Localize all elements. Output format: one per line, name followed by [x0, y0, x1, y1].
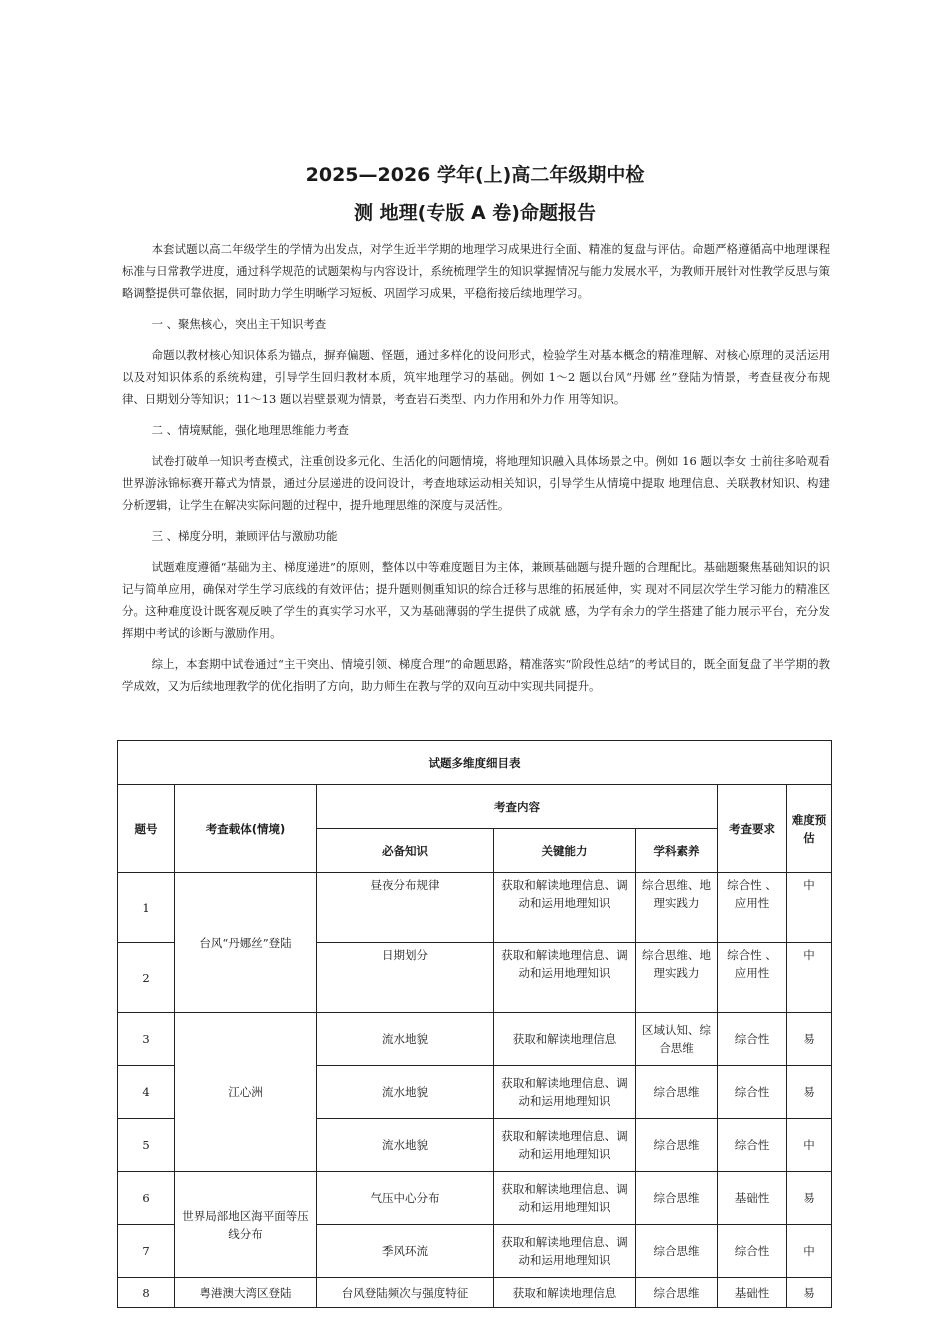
cell-number: 6: [118, 1172, 175, 1225]
cell-ability: 获取和解读地理信息、调动和运用地理知识: [494, 1066, 636, 1119]
cell-literacy: 综合思维、地理实践力: [636, 943, 718, 1013]
cell-knowledge: 台风登陆频次与强度特征: [317, 1278, 494, 1308]
cell-ability: 获取和解读地理信息、调动和运用地理知识: [494, 943, 636, 1013]
section-heading-3: 三 、梯度分明，兼顾评估与激励功能: [151, 529, 338, 543]
cell-difficulty: 易: [787, 1013, 832, 1066]
cell-difficulty: 中: [787, 873, 832, 943]
cell-number: 4: [118, 1066, 175, 1119]
cell-requirement: 基础性: [718, 1172, 787, 1225]
cell-ability: 获取和解读地理信息、调动和运用地理知识: [494, 873, 636, 943]
table-row: [118, 873, 832, 943]
section-paragraph-3: 试题难度遵循“基础为主、梯度递进”的原则，整体以中等难度题目为主体，兼顾基础题与提升题的合理配比。基础题聚焦基础知识的识记与简单应用，确保对学生学习底线的有效评估；提升题则侧重知识的综合迁移与思维的拓展延伸，实 现对不同层次学生学习能力的精准区分。这种难度设计既客观反映了学生的真实学习水平，又为基础薄弱的学生提供了成就 感，为学有余力的学生搭建了能力展示平台，充分发挥期中考试的诊断与激励作用。: [122, 560, 830, 640]
table-row: [118, 1278, 832, 1308]
cell-requirement: 综合性 、 应用性: [718, 943, 787, 1013]
cell-literacy: 综合思维: [636, 1278, 718, 1308]
report-title-line-2: 测 地理(专版 A 卷)命题报告: [354, 202, 596, 224]
cell-number: 7: [118, 1225, 175, 1278]
header-ability: 关键能力: [494, 829, 636, 873]
cell-difficulty: 中: [787, 1119, 832, 1172]
cell-ability: 获取和解读地理信息、调动和运用地理知识: [494, 1119, 636, 1172]
cell-carrier: 粤港澳大湾区登陆: [175, 1278, 317, 1308]
header-literacy: 学科素养: [636, 829, 718, 873]
section-paragraph-2: 试卷打破单一知识考查模式，注重创设多元化、生活化的问题情境，将地理知识融入具体场景之中。例如 16 题以李女 士前往多哈观看世界游泳锦标赛开幕式为情景，通过分层递进的设问设计，考查地球运动相关知识，引导学生从情境中提取 地理信息、关联教材知识、构建分析逻辑，让学生在解决实际问题的过程中，提升地理思维的深度与灵活性。: [122, 454, 830, 512]
cell-difficulty: 中: [787, 1225, 832, 1278]
cell-knowledge: 气压中心分布: [317, 1172, 494, 1225]
cell-ability: 获取和解读地理信息: [494, 1013, 636, 1066]
item-specification-table: [117, 740, 832, 1308]
cell-requirement: 综合性 、 应用性: [718, 873, 787, 943]
cell-knowledge: 流水地貌: [317, 1013, 494, 1066]
cell-knowledge: 流水地貌: [317, 1119, 494, 1172]
cell-ability: 获取和解读地理信息、调动和运用地理知识: [494, 1225, 636, 1278]
cell-difficulty: 易: [787, 1278, 832, 1308]
header-knowledge: 必备知识: [317, 829, 494, 873]
header-number: 题号: [118, 785, 175, 873]
cell-number: 2: [118, 943, 175, 1013]
cell-number: 5: [118, 1119, 175, 1172]
cell-difficulty: 易: [787, 1172, 832, 1225]
table-row: [118, 1172, 832, 1225]
cell-carrier: 江心洲: [175, 1013, 317, 1172]
cell-ability: 获取和解读地理信息、调动和运用地理知识: [494, 1172, 636, 1225]
cell-number: 1: [118, 873, 175, 943]
cell-requirement: 综合性: [718, 1225, 787, 1278]
cell-requirement: 综合性: [718, 1066, 787, 1119]
cell-literacy: 区域认知、综合思维: [636, 1013, 718, 1066]
section-paragraph-1: 命题以教材核心知识体系为锚点，摒弃偏题、怪题，通过多样化的设问形式，检验学生对基本概念的精准理解、对核心原理的灵活运用以及对知识体系的系统构建，引导学生回归教材本质，筑牢地理学习的基础。例如 1～2 题以台风“丹娜 丝”登陆为情景，考查昼夜分布规律、日期划分等知识；11～13 题以岩壁景观为情景，考查岩石类型、内力作用和外力作 用等知识。: [122, 348, 830, 406]
table-caption: 试题多维度细目表: [118, 741, 832, 785]
cell-carrier: 台风“丹娜丝”登陆: [175, 873, 317, 1013]
cell-requirement: 综合性: [718, 1013, 787, 1066]
cell-requirement: 综合性: [718, 1119, 787, 1172]
cell-number: 3: [118, 1013, 175, 1066]
cell-knowledge: 季风环流: [317, 1225, 494, 1278]
cell-literacy: 综合思维: [636, 1066, 718, 1119]
header-requirement: 考查要求: [718, 785, 787, 873]
cell-requirement: 基础性: [718, 1278, 787, 1308]
section-heading-2: 二 、情境赋能，强化地理思维能力考查: [151, 423, 349, 437]
cell-knowledge: 昼夜分布规律: [317, 873, 494, 943]
table-row: [118, 1013, 832, 1066]
cell-number: 8: [118, 1278, 175, 1308]
cell-literacy: 综合思维: [636, 1225, 718, 1278]
cell-knowledge: 日期划分: [317, 943, 494, 1013]
cell-difficulty: 易: [787, 1066, 832, 1119]
report-title-line-1: 2025—2026 学年(上)高二年级期中检: [305, 164, 645, 186]
section-heading-1: 一 、聚焦核心，突出主干知识考查: [151, 317, 327, 331]
cell-ability: 获取和解读地理信息: [494, 1278, 636, 1308]
cell-literacy: 综合思维、地理实践力: [636, 873, 718, 943]
header-content: 考查内容: [317, 785, 718, 829]
header-carrier: 考查载体(情境): [175, 785, 317, 873]
cell-literacy: 综合思维: [636, 1119, 718, 1172]
cell-literacy: 综合思维: [636, 1172, 718, 1225]
cell-knowledge: 流水地貌: [317, 1066, 494, 1119]
header-difficulty: 难度预估: [787, 785, 832, 873]
intro-paragraph: 本套试题以高二年级学生的学情为出发点，对学生近半学期的地理学习成果进行全面、精准的复盘与评估。命题严格遵循高中地理课程标准与日常教学进度，通过科学规范的试题架构与内容设计，系统梳理学生的知识掌握情况与能力发展水平，为教师开展针对性教学反思与策略调整提供可靠依据，同时助力学生明晰学习短板、巩固学习成果，平稳衔接后续地理学习。: [122, 242, 830, 300]
cell-carrier: 世界局部地区海平面等压线分布: [175, 1172, 317, 1278]
report-body: [122, 238, 830, 697]
conclusion-paragraph: 综上，本套期中试卷通过“主干突出、情境引领、梯度合理”的命题思路，精准落实“阶段性总结”的考试目的，既全面复盘了半学期的教学成效，又为后续地理教学的优化指明了方向，助力师生在教与学的双向互动中实现共同提升。: [122, 657, 830, 693]
cell-difficulty: 中: [787, 943, 832, 1013]
